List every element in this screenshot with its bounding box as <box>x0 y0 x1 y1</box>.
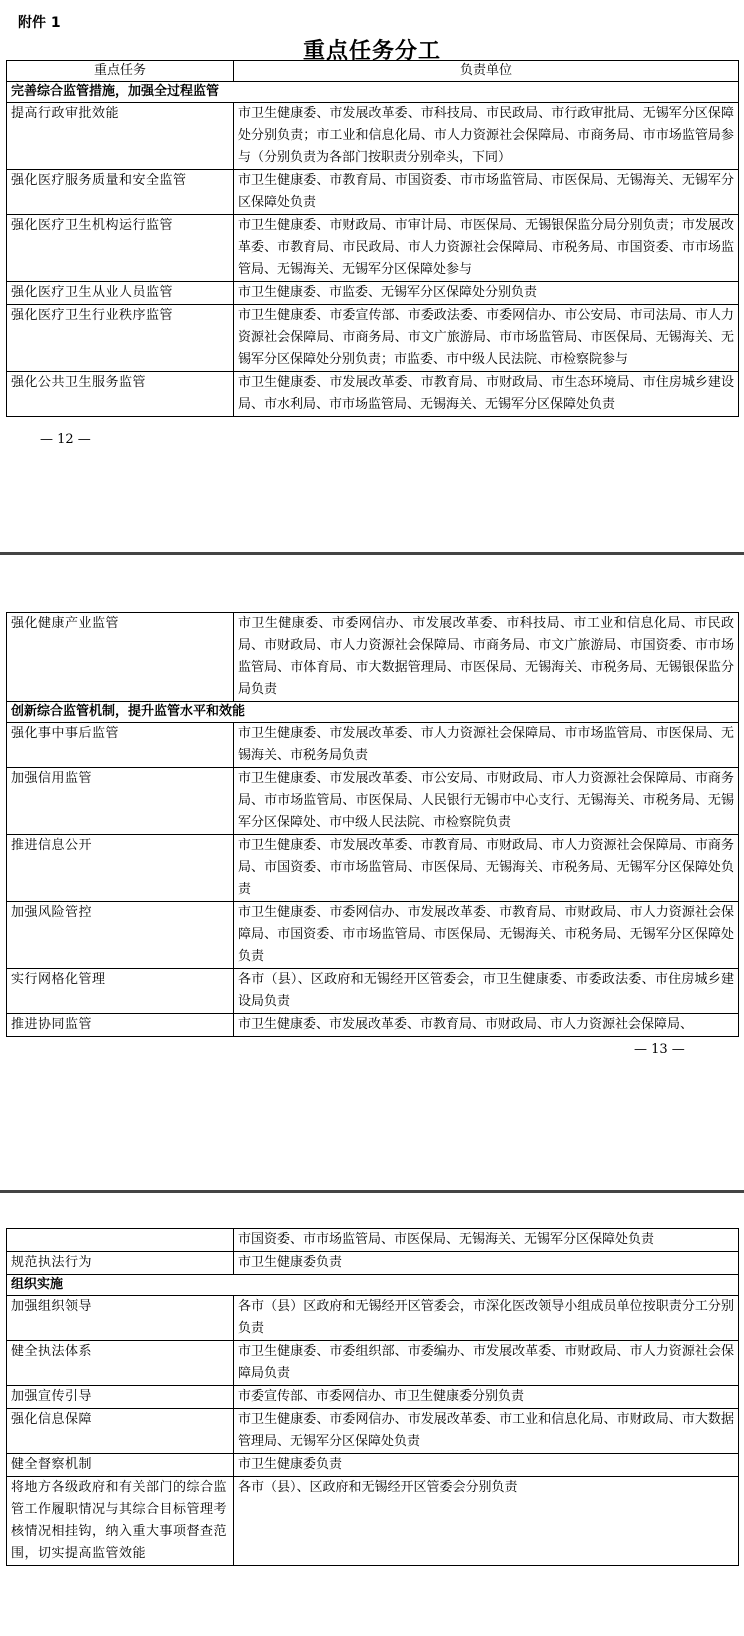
task-cell: 强化医疗卫生从业人员监管 <box>7 282 234 305</box>
table-row <box>7 1229 739 1252</box>
attachment-label: 附件 1 <box>18 15 61 31</box>
section-heading: 创新综合监管机制，提升监管水平和效能 <box>7 702 739 723</box>
unit-cell: 市卫生健康委、市委宣传部、市委政法委、市委网信办、市公安局、市司法局、市人力资源社会保障局、市商务局、市文广旅游局、市市场监管局、市医保局、无锡海关、无锡军分区保障处分别负责；市监委、市中级人民法院、市检察院参与 <box>234 305 739 372</box>
unit-cell: 市卫生健康委、市委组织部、市委编办、市发展改革委、市财政局、市人力资源社会保障局负责 <box>234 1341 739 1386</box>
table-row <box>7 835 739 902</box>
task-cell: 推进信息公开 <box>7 835 234 902</box>
task-cell: 加强组织领导 <box>7 1296 234 1341</box>
unit-cell: 各市（县）区政府和无锡经开区管委会，市深化医改领导小组成员单位按职责分工分别负责 <box>234 1296 739 1341</box>
section-row <box>7 702 739 723</box>
unit-cell: 市卫生健康委、市委网信办、市发展改革委、市工业和信息化局、市财政局、市大数据管理局、无锡军分区保障处负责 <box>234 1409 739 1454</box>
table-row <box>7 170 739 215</box>
unit-cell: 市卫生健康委、市发展改革委、市人力资源社会保障局、市市场监管局、市医保局、无锡海关、市税务局负责 <box>234 723 739 768</box>
unit-cell: 市卫生健康委、市发展改革委、市教育局、市财政局、市生态环境局、市住房城乡建设局、市水利局、市市场监管局、无锡海关、无锡军分区保障处负责 <box>234 372 739 417</box>
table-row <box>7 1296 739 1341</box>
section-row <box>7 1275 739 1296</box>
unit-cell: 市卫生健康委、市财政局、市审计局、市医保局、无锡银保监分局分别负责；市发展改革委、市教育局、市民政局、市人力资源社会保障局、市税务局、市国资委、市市场监管局、无锡海关、无锡军分区保障处参与 <box>234 215 739 282</box>
unit-cell: 市卫生健康委、市教育局、市国资委、市市场监管局、市医保局、无锡海关、无锡军分区保障处负责 <box>234 170 739 215</box>
task-cell: 加强信用监管 <box>7 768 234 835</box>
task-cell: 推进协同监管 <box>7 1014 234 1037</box>
task-cell: 加强宣传引导 <box>7 1386 234 1409</box>
task-cell: 提高行政审批效能 <box>7 103 234 170</box>
task-table-page-12 <box>6 60 739 417</box>
table-header-row <box>7 61 739 82</box>
page-14 <box>0 1196 744 1636</box>
task-table-page-13 <box>6 612 739 1037</box>
table-row <box>7 768 739 835</box>
table-row <box>7 1014 739 1037</box>
document-title: 重点任务分工 <box>302 38 441 64</box>
unit-cell: 各市（县）、区政府和无锡经开区管委会分别负责 <box>234 1477 739 1566</box>
table-row <box>7 1386 739 1409</box>
unit-cell: 市卫生健康委负责 <box>234 1252 739 1275</box>
table-row <box>7 969 739 1014</box>
table-row <box>7 372 739 417</box>
section-row <box>7 82 739 103</box>
table-row <box>7 1477 739 1566</box>
unit-cell: 市卫生健康委、市发展改革委、市教育局、市财政局、市人力资源社会保障局、市商务局、市国资委、市市场监管局、市医保局、无锡海关、市税务局、无锡军分区保障处负责 <box>234 835 739 902</box>
task-cell: 强化医疗卫生机构运行监管 <box>7 215 234 282</box>
header-unit: 负责单位 <box>234 61 739 82</box>
unit-cell: 市委宣传部、市委网信办、市卫生健康委分别负责 <box>234 1386 739 1409</box>
page-13 <box>0 560 744 1187</box>
table-row <box>7 902 739 969</box>
unit-cell: 市卫生健康委、市委网信办、市发展改革委、市教育局、市财政局、市人力资源社会保障局、市国资委、市市场监管局、市医保局、无锡海关、市税务局、无锡军分区保障处负责 <box>234 902 739 969</box>
task-cell: 健全督察机制 <box>7 1454 234 1477</box>
table-row <box>7 1409 739 1454</box>
table-row <box>7 282 739 305</box>
page-number: — 13 — <box>634 1042 685 1057</box>
task-cell: 加强风险管控 <box>7 902 234 969</box>
unit-cell: 各市（县）、区政府和无锡经开区管委会，市卫生健康委、市委政法委、市住房城乡建设局负责 <box>234 969 739 1014</box>
task-cell <box>7 1229 234 1252</box>
unit-cell: 市卫生健康委、市发展改革委、市教育局、市财政局、市人力资源社会保障局、 <box>234 1014 739 1037</box>
page-12 <box>0 0 744 552</box>
task-cell: 实行网格化管理 <box>7 969 234 1014</box>
table-row <box>7 215 739 282</box>
task-cell: 强化医疗卫生行业秩序监管 <box>7 305 234 372</box>
page-number: — 12 — <box>40 432 91 447</box>
page-divider <box>0 1190 744 1193</box>
table-row <box>7 723 739 768</box>
table-row <box>7 613 739 702</box>
header-task: 重点任务 <box>7 61 234 82</box>
unit-cell: 市卫生健康委负责 <box>234 1454 739 1477</box>
unit-cell: 市卫生健康委、市发展改革委、市公安局、市财政局、市人力资源社会保障局、市商务局、市市场监管局、市医保局、人民银行无锡市中心支行、无锡海关、市税务局、无锡军分区保障处、市中级人民法院、市检察院负责 <box>234 768 739 835</box>
section-heading: 组织实施 <box>7 1275 739 1296</box>
unit-cell: 市卫生健康委、市发展改革委、市科技局、市民政局、市行政审批局、无锡军分区保障处分别负责；市工业和信息化局、市人力资源社会保障局、市商务局、市市场监管局参与（分别负责为各部门按职责分别牵头，下同） <box>234 103 739 170</box>
task-cell: 强化信息保障 <box>7 1409 234 1454</box>
section-heading: 完善综合监管措施，加强全过程监管 <box>7 82 739 103</box>
unit-cell: 市卫生健康委、市监委、无锡军分区保障处分别负责 <box>234 282 739 305</box>
table-row <box>7 305 739 372</box>
task-cell: 强化事中事后监管 <box>7 723 234 768</box>
page-divider <box>0 552 744 555</box>
task-cell: 强化健康产业监管 <box>7 613 234 702</box>
task-cell: 强化医疗服务质量和安全监管 <box>7 170 234 215</box>
table-row <box>7 1341 739 1386</box>
task-cell: 将地方各级政府和有关部门的综合监管工作履职情况与其综合目标管理考核情况相挂钩，纳入重大事项督查范围，切实提高监管效能 <box>7 1477 234 1566</box>
task-cell: 强化公共卫生服务监管 <box>7 372 234 417</box>
task-cell: 健全执法体系 <box>7 1341 234 1386</box>
task-table-page-14 <box>6 1228 739 1566</box>
table-row <box>7 1454 739 1477</box>
task-cell: 规范执法行为 <box>7 1252 234 1275</box>
unit-cell: 市卫生健康委、市委网信办、市发展改革委、市科技局、市工业和信息化局、市民政局、市财政局、市人力资源社会保障局、市商务局、市文广旅游局、市国资委、市市场监管局、市体育局、市大数据管理局、市医保局、无锡海关、市税务局、无锡银保监分局负责 <box>234 613 739 702</box>
unit-cell: 市国资委、市市场监管局、市医保局、无锡海关、无锡军分区保障处负责 <box>234 1229 739 1252</box>
table-row <box>7 103 739 170</box>
table-row <box>7 1252 739 1275</box>
